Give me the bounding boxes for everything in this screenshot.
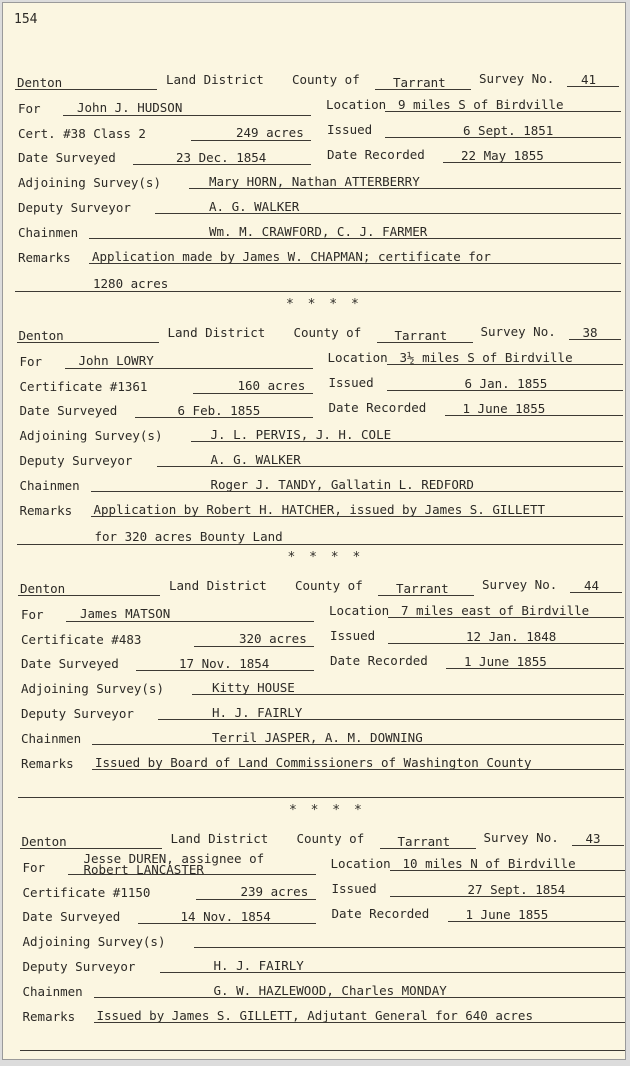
for-label: For (18, 101, 41, 116)
survey-record (3, 322, 626, 572)
adjoining-underline (191, 441, 623, 442)
date-recorded-label: Date Recorded (331, 906, 430, 921)
chainmen-value: Roger J. TANDY, Gallatin L. REDFORD (210, 477, 474, 492)
for-value: Robert LANCASTER (83, 862, 204, 877)
issued-value: 12 Jan. 1848 (466, 629, 557, 644)
chainmen-underline (89, 238, 621, 239)
certificate-label: Certificate #1361 (19, 379, 148, 394)
chainmen-underline (92, 744, 624, 745)
county-label: County of (293, 325, 362, 340)
deputy-underline (155, 213, 621, 214)
county-underline (375, 89, 471, 90)
county-label: County of (292, 72, 360, 87)
survey-no-label: Survey No. (482, 577, 558, 592)
acres-value: 239 acres (240, 884, 309, 899)
land-district-label: Land District (166, 72, 264, 87)
date-surveyed-label: Date Surveyed (18, 150, 116, 165)
district-value: Denton (21, 834, 67, 849)
location-label: Location (329, 603, 390, 618)
location-value: 10 miles N of Birdville (402, 856, 576, 871)
record-separator: * * * * (287, 550, 364, 565)
deputy-label: Deputy Surveyor (21, 706, 134, 721)
for-underline (65, 368, 313, 369)
remarks-label: Remarks (22, 1009, 76, 1024)
deputy-value: H. J. FAIRLY (212, 705, 303, 720)
certificate-label: Certificate #1150 (22, 885, 151, 900)
date-surveyed-underline (133, 164, 311, 165)
county-label: County of (296, 831, 365, 846)
land-district-label: Land District (170, 831, 269, 846)
for-value: James MATSON (80, 606, 171, 621)
county-value: Tarrant (393, 75, 446, 90)
remarks-line-1: Issued by Board of Land Commissioners of Washington County (95, 755, 532, 770)
chainmen-label: Chainmen (19, 478, 80, 493)
district-value: Denton (18, 328, 64, 343)
date-recorded-label: Date Recorded (330, 653, 428, 668)
location-value: 7 miles east of Birdville (401, 603, 590, 618)
district-value: Denton (20, 581, 66, 596)
record-separator: * * * * (289, 803, 365, 818)
deputy-value: A. G. WALKER (209, 199, 300, 214)
date-recorded-label: Date Recorded (327, 147, 425, 162)
chainmen-label: Chainmen (21, 731, 82, 746)
acres-underline (191, 140, 311, 141)
survey-no-underline (569, 339, 621, 340)
deputy-underline (157, 466, 623, 467)
issued-underline (385, 137, 621, 138)
adjoining-label: Adjoining Survey(s) (19, 428, 163, 443)
remarks-line-1: Issued by James S. GILLETT, Adjutant General for 640 acres (96, 1008, 533, 1023)
date-recorded-value: 22 May 1855 (461, 148, 544, 163)
for-underline (68, 874, 316, 875)
date-surveyed-label: Date Surveyed (19, 403, 118, 418)
adjoining-label: Adjoining Survey(s) (21, 681, 164, 696)
issued-label: Issued (331, 881, 377, 896)
date-surveyed-value: 6 Feb. 1855 (177, 403, 261, 418)
acres-underline (196, 899, 316, 900)
location-underline (388, 617, 624, 618)
issued-value: 6 Jan. 1855 (464, 376, 548, 391)
remarks-underline-2 (15, 291, 621, 292)
county-underline (378, 595, 474, 596)
location-underline (385, 111, 621, 112)
document-page (2, 2, 626, 1060)
adjoining-underline (192, 694, 624, 695)
survey-record (3, 828, 626, 1060)
district-underline (17, 342, 159, 343)
survey-no-underline (572, 845, 624, 846)
adjoining-label: Adjoining Survey(s) (22, 934, 166, 949)
deputy-underline (158, 719, 624, 720)
remarks-underline-2 (20, 1050, 626, 1051)
acres-value: 160 acres (237, 378, 306, 393)
page-number: 154 (14, 12, 38, 27)
issued-label: Issued (327, 122, 373, 137)
adjoining-value: J. L. PERVIS, J. H. COLE (210, 427, 392, 442)
remarks-underline-1 (92, 769, 624, 770)
remarks-line-2: 1280 acres (93, 276, 169, 291)
district-underline (20, 848, 162, 849)
for-underline (66, 621, 314, 622)
land-district-label: Land District (167, 325, 266, 340)
remarks-line-1: Application by Robert H. HATCHER, issued by James S. GILLETT (93, 502, 546, 517)
county-label: County of (295, 578, 363, 593)
date-recorded-underline (446, 668, 624, 669)
issued-value: 27 Sept. 1854 (467, 882, 566, 897)
for-label: For (19, 354, 43, 369)
survey-no-label: Survey No. (480, 324, 556, 339)
date-recorded-underline (448, 921, 626, 922)
date-recorded-underline (443, 162, 621, 163)
survey-record (3, 575, 626, 825)
survey-no-value: 41 (581, 72, 597, 87)
chainmen-label: Chainmen (18, 225, 79, 240)
certificate-label: Certificate #483 (21, 632, 142, 647)
survey-no-value: 44 (584, 578, 600, 593)
date-surveyed-underline (136, 670, 314, 671)
date-surveyed-label: Date Surveyed (21, 656, 119, 671)
deputy-label: Deputy Surveyor (19, 453, 133, 468)
district-underline (18, 595, 160, 596)
for-underline (63, 115, 311, 116)
survey-no-underline (570, 592, 622, 593)
record-separator: * * * * (286, 297, 362, 312)
survey-no-value: 43 (585, 831, 601, 846)
acres-value: 320 acres (239, 631, 307, 646)
remarks-label: Remarks (19, 503, 73, 518)
adjoining-label: Adjoining Survey(s) (18, 175, 161, 190)
remarks-underline-1 (91, 516, 623, 517)
location-underline (387, 364, 623, 365)
date-surveyed-label: Date Surveyed (22, 909, 121, 924)
survey-no-label: Survey No. (483, 830, 559, 845)
remarks-label: Remarks (21, 756, 74, 771)
remarks-line-1: Application made by James W. CHAPMAN; certificate for (92, 249, 491, 264)
issued-underline (387, 390, 623, 391)
chainmen-value: G. W. HAZLEWOOD, Charles MONDAY (213, 983, 447, 998)
location-value: 3½ miles S of Birdville (399, 350, 573, 365)
date-surveyed-underline (138, 923, 316, 924)
deputy-label: Deputy Surveyor (22, 959, 136, 974)
for-value: John J. HUDSON (77, 100, 183, 115)
district-underline (15, 89, 157, 90)
deputy-label: Deputy Surveyor (18, 200, 131, 215)
survey-no-label: Survey No. (479, 71, 555, 86)
date-recorded-value: 1 June 1855 (464, 654, 547, 669)
issued-underline (388, 643, 624, 644)
for-label: For (21, 607, 44, 622)
remarks-line-2: for 320 acres Bounty Land (94, 529, 283, 544)
for-label: For (22, 860, 46, 875)
remarks-label: Remarks (18, 250, 71, 265)
date-recorded-value: 1 June 1855 (462, 401, 546, 416)
date-surveyed-value: 17 Nov. 1854 (179, 656, 270, 671)
deputy-value: H. J. FAIRLY (213, 958, 304, 973)
chainmen-value: Wm. M. CRAWFORD, C. J. FARMER (209, 224, 428, 239)
for-extra-value: Jesse DUREN, assignee of (83, 851, 265, 866)
county-value: Tarrant (397, 834, 451, 849)
acres-underline (193, 393, 313, 394)
chainmen-label: Chainmen (22, 984, 83, 999)
county-value: Tarrant (396, 581, 449, 596)
date-recorded-label: Date Recorded (328, 400, 427, 415)
location-underline (390, 870, 626, 871)
issued-value: 6 Sept. 1851 (463, 123, 554, 138)
date-surveyed-underline (135, 417, 313, 418)
acres-underline (194, 646, 314, 647)
county-underline (380, 848, 476, 849)
adjoining-value: Kitty HOUSE (212, 680, 295, 695)
location-label: Location (327, 350, 388, 365)
location-value: 9 miles S of Birdville (398, 97, 564, 112)
date-recorded-underline (445, 415, 623, 416)
date-surveyed-value: 14 Nov. 1854 (180, 909, 271, 924)
location-label: Location (330, 856, 391, 871)
deputy-value: A. G. WALKER (210, 452, 301, 467)
survey-record (3, 69, 626, 319)
acres-value: 249 acres (236, 125, 304, 140)
remarks-underline-1 (94, 1022, 626, 1023)
adjoining-value: Mary HORN, Nathan ATTERBERRY (209, 174, 420, 189)
county-underline (377, 342, 473, 343)
issued-label: Issued (330, 628, 376, 643)
date-surveyed-value: 23 Dec. 1854 (176, 150, 267, 165)
chainmen-value: Terril JASPER, A. M. DOWNING (212, 730, 423, 745)
for-value: John LOWRY (78, 353, 154, 368)
survey-no-underline (567, 86, 619, 87)
adjoining-underline (194, 947, 626, 948)
county-value: Tarrant (394, 328, 448, 343)
certificate-label: Cert. #38 Class 2 (18, 126, 146, 141)
remarks-underline-1 (89, 263, 621, 264)
district-value: Denton (17, 75, 63, 90)
issued-label: Issued (328, 375, 374, 390)
chainmen-underline (94, 997, 626, 998)
deputy-underline (160, 972, 626, 973)
survey-no-value: 38 (582, 325, 598, 340)
land-district-label: Land District (169, 578, 267, 593)
date-recorded-value: 1 June 1855 (465, 907, 549, 922)
remarks-underline-2 (18, 797, 624, 798)
remarks-underline-2 (17, 544, 623, 545)
chainmen-underline (91, 491, 623, 492)
issued-underline (390, 896, 626, 897)
location-label: Location (326, 97, 387, 112)
adjoining-underline (189, 188, 621, 189)
